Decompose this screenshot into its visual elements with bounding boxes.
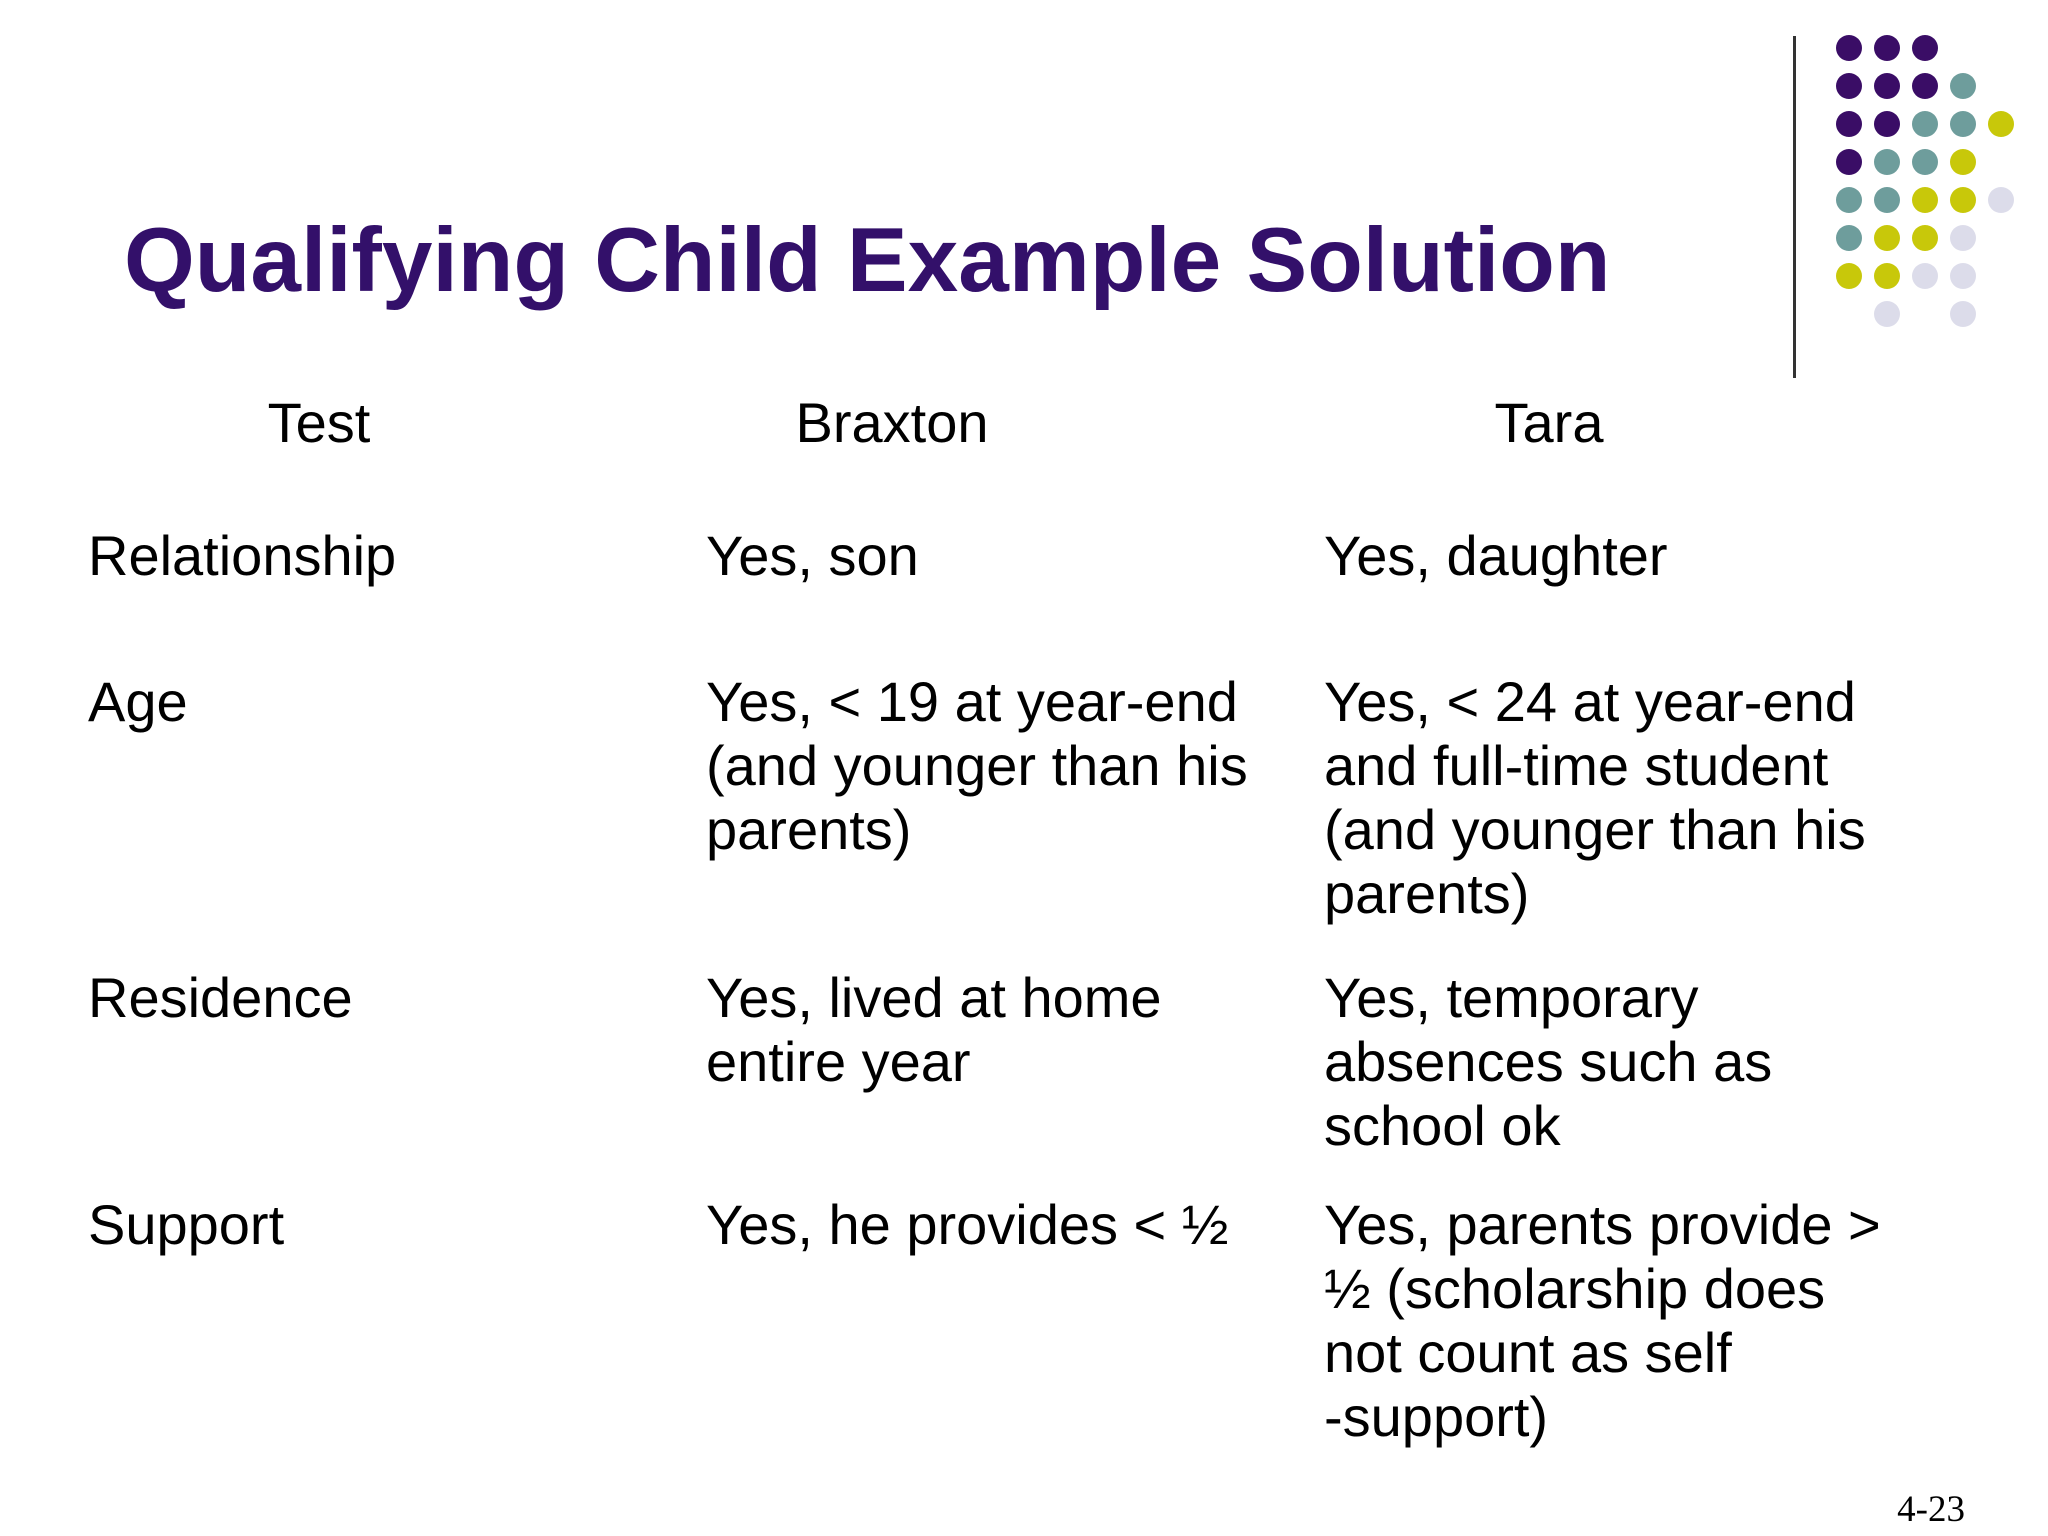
- decorative-dot-grid: [0, 0, 2048, 400]
- decorative-dot-purple: [1874, 35, 1900, 61]
- decorative-dot-yellow: [1912, 225, 1938, 251]
- decorative-dot-lavender: [1950, 225, 1976, 251]
- decorative-dot-purple: [1836, 73, 1862, 99]
- decorative-dot-yellow: [1874, 263, 1900, 289]
- row-relationship-test: Relationship: [88, 524, 397, 587]
- row-support-braxton: Yes, he provides < ½: [706, 1193, 1229, 1256]
- row-age-tara: Yes, < 24 at year-end and full-time student (and younger than his parents): [1324, 670, 1866, 925]
- row-support-test: Support: [88, 1193, 285, 1256]
- decorative-dot-purple: [1912, 73, 1938, 99]
- decorative-dot-teal: [1874, 187, 1900, 213]
- decorative-dot-lavender: [1988, 187, 2014, 213]
- decorative-dot-teal: [1950, 73, 1976, 99]
- decorative-dot-yellow: [1912, 187, 1938, 213]
- row-age-test: Age: [88, 670, 188, 733]
- decorative-dot-purple: [1836, 35, 1862, 61]
- header-braxton: Braxton: [795, 391, 989, 454]
- title-divider-line: [1793, 36, 1796, 378]
- slide-title: Qualifying Child Example Solution: [124, 210, 1611, 311]
- row-age-braxton: Yes, < 19 at year-end (and younger than his parents): [706, 670, 1248, 861]
- decorative-dot-teal: [1912, 111, 1938, 137]
- decorative-dot-yellow: [1988, 111, 2014, 137]
- decorative-dot-purple: [1836, 111, 1862, 137]
- row-relationship-braxton: Yes, son: [706, 524, 919, 587]
- decorative-dot-yellow: [1874, 225, 1900, 251]
- row-residence-tara: Yes, temporary absences such as school ok: [1324, 966, 1773, 1157]
- decorative-dot-yellow: [1950, 187, 1976, 213]
- decorative-dot-lavender: [1912, 263, 1938, 289]
- header-test: Test: [267, 391, 371, 454]
- decorative-dot-teal: [1950, 111, 1976, 137]
- decorative-dot-teal: [1912, 149, 1938, 175]
- decorative-dot-yellow: [1950, 149, 1976, 175]
- decorative-dot-teal: [1874, 149, 1900, 175]
- row-relationship-tara: Yes, daughter: [1324, 524, 1668, 587]
- decorative-dot-purple: [1874, 73, 1900, 99]
- row-residence-test: Residence: [88, 966, 353, 1029]
- decorative-dot-yellow: [1836, 263, 1862, 289]
- decorative-dot-lavender: [1950, 301, 1976, 327]
- row-support-tara: Yes, parents provide > ½ (scholarship does not count as self -support): [1324, 1193, 1881, 1448]
- decorative-dot-purple: [1836, 149, 1862, 175]
- decorative-dot-teal: [1836, 187, 1862, 213]
- decorative-dot-purple: [1912, 35, 1938, 61]
- header-tara: Tara: [1494, 391, 1604, 454]
- decorative-dot-lavender: [1950, 263, 1976, 289]
- slide-number: 4-23: [1897, 1489, 1965, 1530]
- decorative-dot-teal: [1836, 225, 1862, 251]
- decorative-dot-lavender: [1874, 301, 1900, 327]
- decorative-dot-purple: [1874, 111, 1900, 137]
- row-residence-braxton: Yes, lived at home entire year: [706, 966, 1162, 1093]
